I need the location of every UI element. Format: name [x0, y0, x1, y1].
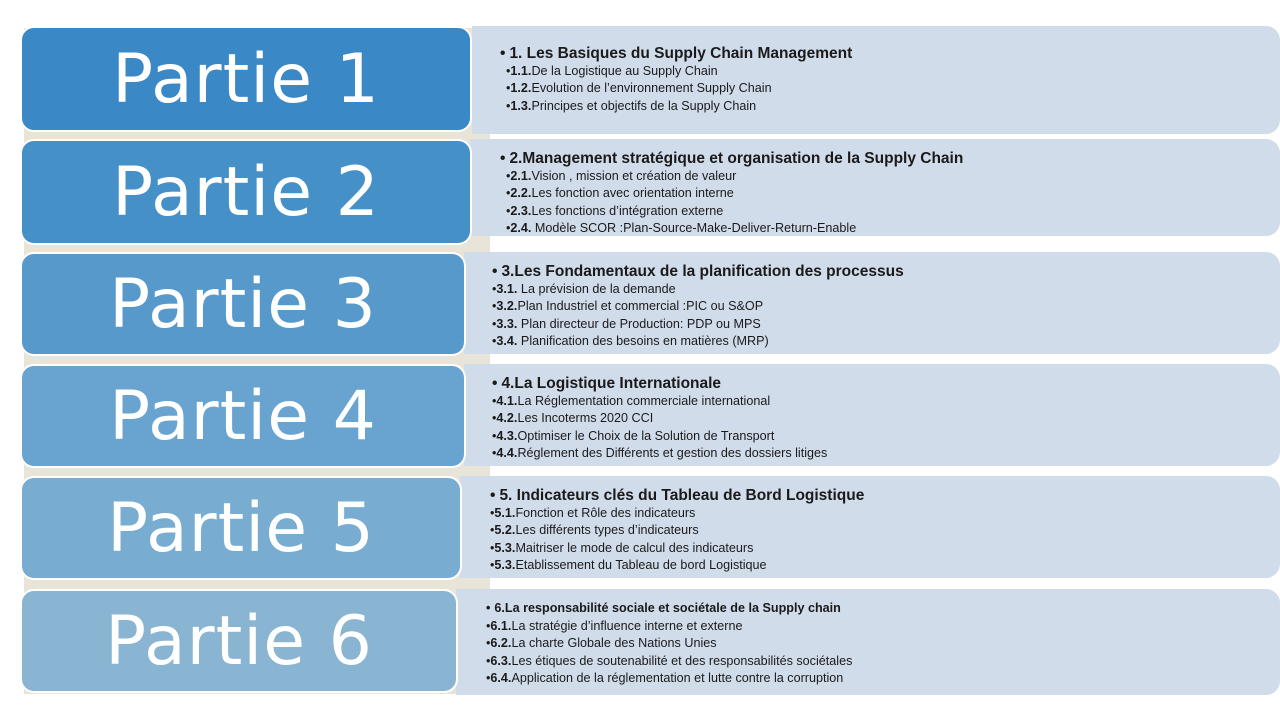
part-label-block — [20, 139, 472, 245]
list-item — [506, 80, 852, 97]
item-number: 6.2. — [490, 636, 512, 651]
item-number: 5.3. — [494, 557, 516, 572]
part-label-block — [20, 476, 462, 580]
agenda-part-4 — [0, 364, 1280, 466]
item-number: 1.3. — [510, 98, 532, 113]
bullet-icon: • — [492, 263, 498, 280]
part-label: Partie 2 — [112, 152, 380, 232]
item-number: 3.1. — [496, 282, 518, 296]
part-detail-panel — [470, 139, 1280, 236]
part-content — [500, 44, 852, 115]
list-item — [492, 316, 904, 333]
item-text: Les fonctions d’intégration externe — [531, 203, 724, 218]
bullet-icon: • — [506, 186, 511, 201]
list-item — [490, 522, 864, 539]
bullet-icon: • — [486, 636, 491, 651]
part-label: Partie 3 — [109, 264, 377, 344]
item-number: 5.1. — [494, 506, 516, 520]
item-number: 1.2. — [510, 81, 532, 96]
part-content — [492, 374, 827, 462]
item-text: Vision , mission et création de valeur — [531, 169, 737, 183]
bullet-icon: • — [492, 445, 497, 460]
bullet-icon: • — [500, 150, 506, 167]
list-item — [506, 168, 963, 185]
list-item — [490, 505, 864, 522]
part-label-block — [20, 589, 458, 693]
part-detail-panel — [456, 589, 1280, 695]
item-text: Evolution de l’environnement Supply Chain — [531, 81, 772, 96]
bullet-icon: • — [492, 428, 497, 443]
item-text: Les différents types d’indicateurs — [515, 523, 699, 538]
bullet-icon: • — [506, 64, 511, 78]
item-text: Maitriser le mode de calcul des indicateurs — [515, 540, 754, 555]
part-heading — [500, 149, 963, 168]
bullet-icon: • — [506, 169, 511, 183]
item-text: Etablissement du Tableau de bord Logistique — [515, 557, 767, 572]
part-items-list — [490, 505, 864, 574]
bullet-icon: • — [506, 203, 511, 218]
bullet-icon: • — [490, 557, 495, 572]
part-heading — [486, 599, 852, 618]
item-number: 6.1. — [490, 619, 512, 633]
part-detail-panel — [464, 364, 1280, 466]
bullet-icon: • — [506, 220, 511, 235]
list-item — [486, 618, 852, 635]
list-item — [492, 298, 904, 315]
part-items-list — [492, 393, 827, 462]
part-detail-panel — [460, 476, 1280, 578]
bullet-icon: • — [490, 540, 495, 555]
bullet-icon: • — [490, 487, 496, 504]
part-heading-text: 6.La responsabilité sociale et sociétale de la Supply chain — [494, 601, 841, 615]
part-heading-text: 1. Les Basiques du Supply Chain Management — [509, 45, 853, 62]
item-number: 6.4. — [490, 670, 512, 685]
list-item — [492, 410, 827, 427]
item-number: 2.4. — [510, 220, 532, 235]
item-text: Plan Industriel et commercial :PIC ou S&OP — [517, 299, 764, 314]
part-heading-text: 4.La Logistique Internationale — [501, 375, 722, 392]
item-number: 2.2. — [510, 186, 532, 201]
agenda-part-1 — [0, 26, 1280, 134]
agenda-part-6 — [0, 589, 1280, 695]
list-item — [506, 220, 963, 237]
list-item — [490, 557, 864, 574]
list-item — [506, 203, 963, 220]
item-text: Planification des besoins en matières (MRP) — [517, 333, 769, 348]
part-items-list — [492, 281, 904, 350]
bullet-icon: • — [486, 653, 491, 668]
part-content — [490, 486, 864, 574]
item-text: Fonction et Rôle des indicateurs — [515, 506, 696, 520]
part-label-block — [20, 252, 466, 356]
bullet-icon: • — [490, 523, 495, 538]
part-content — [500, 149, 963, 237]
list-item — [492, 428, 827, 445]
list-item — [506, 63, 852, 80]
item-text: La Réglementation commerciale international — [517, 394, 771, 408]
item-number: 4.2. — [496, 411, 518, 426]
item-text: Les étiques de soutenabilité et des responsabilités sociétales — [511, 653, 853, 668]
bullet-icon: • — [486, 670, 491, 685]
item-number: 5.2. — [494, 523, 516, 538]
item-number: 1.1. — [510, 64, 532, 78]
bullet-icon: • — [492, 282, 497, 296]
agenda-part-5 — [0, 476, 1280, 578]
item-number: 3.3. — [496, 316, 518, 331]
item-text: La charte Globale des Nations Unies — [511, 636, 717, 651]
agenda-part-2 — [0, 139, 1280, 236]
part-heading-text: 2.Management stratégique et organisation de la Supply Chain — [509, 150, 964, 167]
item-text: La prévision de la demande — [517, 282, 676, 296]
item-text: Les Incoterms 2020 CCI — [517, 411, 654, 426]
part-items-list — [506, 168, 963, 237]
bullet-icon: • — [492, 375, 498, 392]
list-item — [486, 653, 852, 670]
bullet-icon: • — [492, 394, 497, 408]
part-heading — [500, 44, 852, 63]
list-item — [492, 333, 904, 350]
item-text: La stratégie d’influence interne et externe — [511, 619, 743, 633]
item-number: 2.3. — [510, 203, 532, 218]
part-heading-text: 3.Les Fondamentaux de la planification des processus — [501, 263, 904, 280]
part-heading — [492, 374, 827, 393]
part-detail-panel — [472, 26, 1280, 134]
item-number: 4.3. — [496, 428, 518, 443]
part-items-list — [486, 618, 852, 687]
bullet-icon: • — [486, 601, 491, 615]
list-item — [490, 540, 864, 557]
item-text: Application de la réglementation et lutte contre la corruption — [511, 670, 844, 685]
bullet-icon: • — [490, 506, 495, 520]
list-item — [492, 445, 827, 462]
item-text: Optimiser le Choix de la Solution de Transport — [517, 428, 775, 443]
list-item — [506, 98, 852, 115]
item-text: De la Logistique au Supply Chain — [531, 64, 718, 78]
item-text: Plan directeur de Production: PDP ou MPS — [517, 316, 761, 331]
bullet-icon: • — [492, 316, 497, 331]
bullet-icon: • — [492, 411, 497, 426]
part-heading — [492, 262, 904, 281]
bullet-icon: • — [506, 81, 511, 96]
item-number: 6.3. — [490, 653, 512, 668]
part-heading-text: 5. Indicateurs clés du Tableau de Bord Logistique — [499, 487, 865, 504]
list-item — [492, 393, 827, 410]
item-number: 3.2. — [496, 299, 518, 314]
part-content — [492, 262, 904, 350]
list-item — [486, 670, 852, 687]
item-text: Principes et objectifs de la Supply Chain — [531, 98, 757, 113]
item-number: 2.1. — [510, 169, 532, 183]
bullet-icon: • — [506, 98, 511, 113]
part-label: Partie 1 — [112, 39, 380, 119]
bullet-icon: • — [486, 619, 491, 633]
bullet-icon: • — [492, 299, 497, 314]
item-text: Modèle SCOR :Plan-Source-Make-Deliver-Return-Enable — [531, 220, 857, 235]
item-number: 5.3. — [494, 540, 516, 555]
agenda-part-3 — [0, 252, 1280, 354]
item-text: Réglement des Différents et gestion des dossiers litiges — [517, 445, 828, 460]
part-label: Partie 5 — [107, 488, 375, 568]
part-heading — [490, 486, 864, 505]
part-detail-panel — [464, 252, 1280, 354]
list-item — [506, 185, 963, 202]
part-label: Partie 4 — [109, 376, 377, 456]
part-label-block — [20, 364, 466, 468]
list-item — [492, 281, 904, 298]
part-label-block — [20, 26, 472, 132]
bullet-icon: • — [492, 333, 497, 348]
item-number: 4.1. — [496, 394, 518, 408]
item-number: 4.4. — [496, 445, 518, 460]
item-text: Les fonction avec orientation interne — [531, 186, 734, 201]
list-item — [486, 635, 852, 652]
item-number: 3.4. — [496, 333, 518, 348]
part-content — [486, 599, 852, 687]
part-label: Partie 6 — [105, 601, 373, 681]
part-items-list — [506, 63, 852, 115]
bullet-icon: • — [500, 45, 506, 62]
